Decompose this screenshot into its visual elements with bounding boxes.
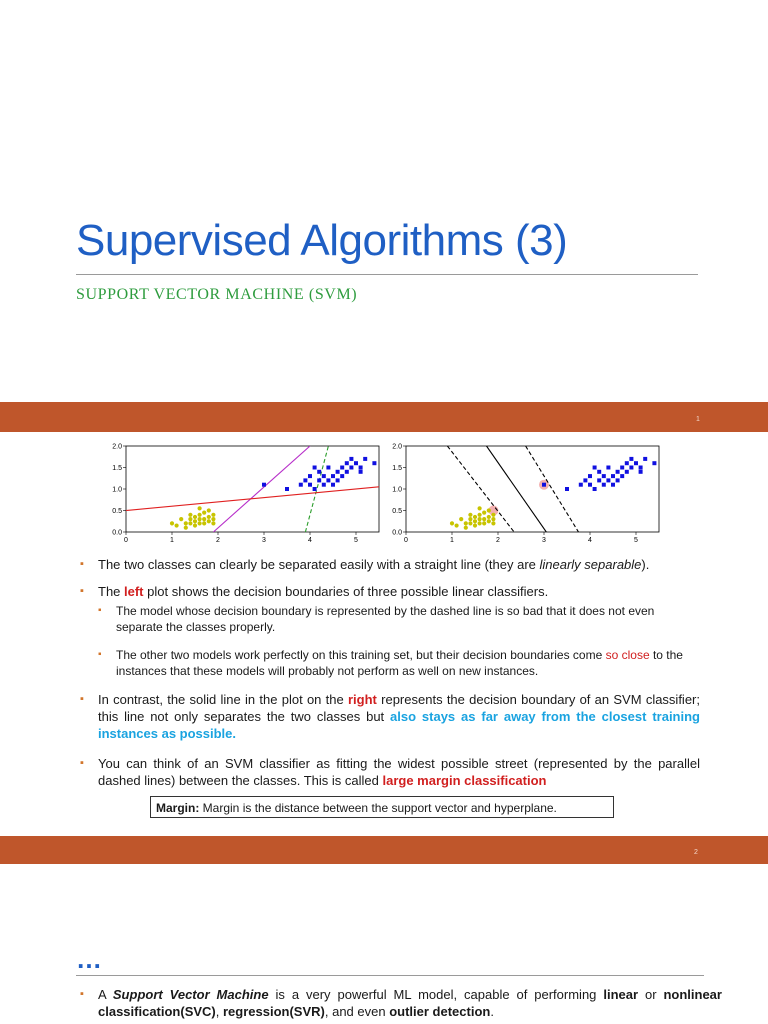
- class-b-point: [354, 461, 358, 465]
- class-b-point: [606, 466, 610, 470]
- x-tick-label: 1: [450, 537, 454, 544]
- class-a-point: [487, 515, 491, 519]
- class-a-point: [211, 513, 215, 517]
- y-tick-label: 0.5: [112, 508, 122, 515]
- class-b-point: [372, 461, 376, 465]
- class-b-point: [285, 487, 289, 491]
- class-a-point: [188, 521, 192, 525]
- class-b-point: [629, 466, 633, 470]
- class-a-point: [450, 521, 454, 525]
- class-b-point: [299, 483, 303, 487]
- class-b-point: [336, 470, 340, 474]
- class-b-point: [629, 457, 633, 461]
- class-a-point: [193, 523, 197, 527]
- class-a-point: [473, 523, 477, 527]
- class-a-point: [202, 511, 206, 515]
- class-b-point: [597, 478, 601, 482]
- class-a-point: [473, 515, 477, 519]
- class-b-point: [303, 478, 307, 482]
- y-tick-label: 1.0: [392, 486, 402, 494]
- class-b-point: [336, 478, 340, 482]
- class-b-point: [593, 487, 597, 491]
- class-b-point: [634, 461, 638, 465]
- class-b-point: [340, 474, 344, 478]
- page-number: 1: [696, 416, 700, 423]
- class-a-point: [473, 519, 477, 523]
- y-tick-label: 0.5: [392, 508, 402, 515]
- margin-definition-box: Margin: Margin is the distance between the support vector and hyperplane.: [150, 796, 614, 818]
- class-a-point: [487, 508, 491, 512]
- class-a-point: [491, 513, 495, 517]
- class-b-point: [625, 470, 629, 474]
- class-a-point: [184, 521, 188, 525]
- class-a-point: [207, 515, 211, 519]
- subbullet-dashed-line: ▪ The model whose decision boundary is represented by the dashed line is so bad that it does not even separate the classes properly.: [98, 603, 700, 635]
- page-number-2: 2: [694, 849, 698, 856]
- class-b-point: [345, 461, 349, 465]
- class-a-point: [482, 521, 486, 525]
- class-b-point: [322, 474, 326, 478]
- right-svm-plot: [384, 440, 668, 544]
- class-b-point: [620, 466, 624, 470]
- plot-frame: [406, 446, 659, 532]
- class-a-point: [491, 517, 495, 521]
- class-b-point: [625, 461, 629, 465]
- class-a-point: [202, 517, 206, 521]
- bullet-list: [80, 556, 700, 789]
- class-a-point: [455, 523, 459, 527]
- class-b-point: [643, 457, 647, 461]
- class-a-point: [468, 521, 472, 525]
- slide-footer-band: [0, 402, 768, 432]
- class-b-point: [602, 483, 606, 487]
- class-a-point: [202, 521, 206, 525]
- class-b-point: [579, 483, 583, 487]
- class-a-point: [170, 521, 174, 525]
- class-a-point: [207, 519, 211, 523]
- class-a-point: [491, 521, 495, 525]
- class-b-point: [606, 478, 610, 482]
- class-a-point: [482, 511, 486, 515]
- class-b-point: [359, 466, 363, 470]
- x-tick-label: 5: [354, 537, 358, 544]
- left-svm-plot: [104, 440, 388, 544]
- x-tick-label: 3: [542, 537, 546, 544]
- class-b-point: [326, 478, 330, 482]
- class-b-point: [542, 483, 546, 487]
- class-a-point: [193, 515, 197, 519]
- title-underline: [76, 274, 698, 275]
- x-tick-label: 0: [124, 537, 128, 544]
- x-tick-label: 2: [496, 537, 500, 544]
- y-tick-label: 2.0: [112, 443, 122, 451]
- class-a-point: [478, 521, 482, 525]
- class-b-point: [611, 474, 615, 478]
- y-tick-label: 1.5: [112, 465, 122, 472]
- slide3-heading: …: [76, 944, 103, 974]
- class-a-point: [198, 513, 202, 517]
- class-b-point: [349, 466, 353, 470]
- class-a-point: [487, 519, 491, 523]
- class-a-point: [478, 517, 482, 521]
- class-a-point: [211, 521, 215, 525]
- class-b-point: [322, 483, 326, 487]
- class-b-point: [616, 470, 620, 474]
- class-a-point: [193, 519, 197, 523]
- x-tick-label: 4: [588, 537, 592, 544]
- slide-footer-band-2: [0, 836, 768, 864]
- class-b-point: [639, 466, 643, 470]
- class-b-point: [639, 470, 643, 474]
- subbullet-so-close: ▪ The other two models work perfectly on this training set, but their decision boundaries come so close to the instances that these models will probably not perform as well on new instances.: [98, 647, 700, 679]
- class-a-point: [468, 513, 472, 517]
- class-b-point: [602, 474, 606, 478]
- class-b-point: [317, 478, 321, 482]
- class-a-point: [482, 517, 486, 521]
- y-tick-label: 1.0: [112, 486, 122, 494]
- class-a-point: [184, 526, 188, 530]
- class-a-point: [207, 508, 211, 512]
- class-b-point: [326, 466, 330, 470]
- class-b-point: [597, 470, 601, 474]
- class-a-point: [188, 513, 192, 517]
- class-a-point: [179, 517, 183, 521]
- class-b-point: [583, 478, 587, 482]
- bullet-large-margin: ▪ You can think of an SVM classifier as fitting the widest possible street (represented by the parallel dashed lines) between the classes. This is called large margin classification: [80, 755, 700, 789]
- class-b-point: [308, 483, 312, 487]
- class-b-point: [349, 457, 353, 461]
- bullet-linearly-separable: ▪ The two classes can clearly be separated easily with a straight line (they are linearly separable).: [80, 556, 700, 573]
- class-a-point: [468, 517, 472, 521]
- class-a-point: [198, 521, 202, 525]
- y-tick-label: 0.0: [112, 529, 122, 537]
- class-b-point: [593, 466, 597, 470]
- class-b-point: [308, 474, 312, 478]
- y-tick-label: 2.0: [392, 443, 402, 451]
- class-b-point: [363, 457, 367, 461]
- class-b-point: [340, 466, 344, 470]
- slide-subtitle: SUPPORT VECTOR MACHINE (SVM): [76, 286, 358, 303]
- class-a-point: [188, 517, 192, 521]
- class-b-point: [588, 474, 592, 478]
- svm-definition-paragraph: ▪ A Support Vector Machine is a very powerful ML model, capable of performing linear or nonlinear classification(SVC), regression(SVR), and even outlier detection.: [80, 986, 722, 1020]
- class-a-point: [198, 506, 202, 510]
- x-tick-label: 0: [404, 537, 408, 544]
- x-tick-label: 2: [216, 537, 220, 544]
- x-tick-label: 5: [634, 537, 638, 544]
- x-tick-label: 1: [170, 537, 174, 544]
- class-b-point: [317, 470, 321, 474]
- bullet-right-plot: ▪ In contrast, the solid line in the plot on the right represents the decision boundary of an SVM classifier; this line not only separates the two classes but also stays as far away from the closest training instances as possible.: [80, 691, 700, 742]
- class-b-point: [331, 474, 335, 478]
- x-tick-label: 3: [262, 537, 266, 544]
- class-a-point: [211, 517, 215, 521]
- class-b-point: [652, 461, 656, 465]
- class-b-point: [565, 487, 569, 491]
- class-a-point: [198, 517, 202, 521]
- x-tick-label: 4: [308, 537, 312, 544]
- class-b-point: [313, 466, 317, 470]
- slide3-underline: [76, 975, 704, 976]
- class-b-point: [620, 474, 624, 478]
- class-a-point: [464, 526, 468, 530]
- y-tick-label: 1.5: [392, 465, 402, 472]
- class-b-point: [345, 470, 349, 474]
- class-b-point: [262, 483, 266, 487]
- class-b-point: [359, 470, 363, 474]
- class-b-point: [611, 483, 615, 487]
- class-b-point: [588, 483, 592, 487]
- class-a-point: [459, 517, 463, 521]
- class-a-point: [478, 513, 482, 517]
- class-a-point: [175, 523, 179, 527]
- y-tick-label: 0.0: [392, 529, 402, 537]
- bullet-left-plot: ▪ The left plot shows the decision boundaries of three possible linear classifiers.: [80, 583, 700, 600]
- slide-title: Supervised Algorithms (3): [76, 216, 568, 265]
- class-b-point: [616, 478, 620, 482]
- class-a-point: [478, 506, 482, 510]
- plot-frame: [126, 446, 379, 532]
- class-b-point: [313, 487, 317, 491]
- class-b-point: [331, 483, 335, 487]
- class-a-point: [464, 521, 468, 525]
